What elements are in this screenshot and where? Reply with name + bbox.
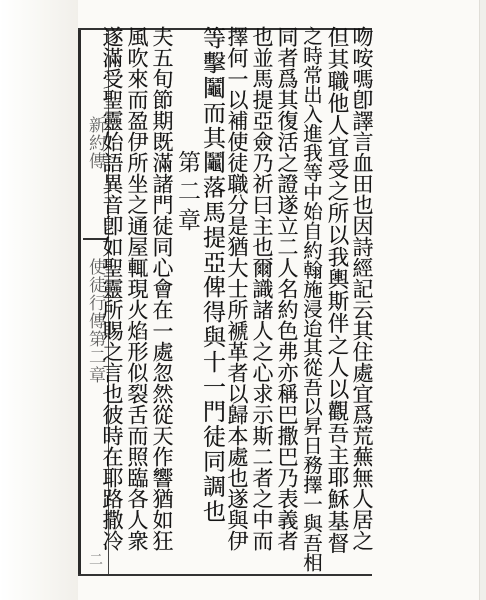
page-edge [479, 0, 486, 600]
gutter-chapter-title: 使徒行傳第二章 [85, 258, 105, 384]
text-column-4: 同者爲其復活之證遂立二人名約色弗亦稱巴撒巴乃表義者 [275, 26, 299, 551]
frame-border-bottom [78, 574, 372, 576]
chapter-heading: 第二章 [174, 150, 200, 237]
text-column-3: 之時常出入進我等中始自約翰施浸迨其從吾以昇日務擇一與吾相 [300, 26, 323, 572]
text-column-6: 擇何一以補使徒職分是猶大士所褫革者以歸本處也遂與伊 [225, 26, 249, 551]
text-column-8: 夫五旬節期既滿諸門徒同心會在一處忽然從天作響猶如狂 [150, 26, 174, 551]
text-column-10: 遂滿受聖靈始語異音卽如聖靈所賜之言也彼時在耶路撒冷 [100, 26, 124, 551]
text-column-2: 但其職他人宜受之所以我輿斯伴之人以觀吾主耶穌基督 [324, 26, 349, 554]
text-column-1: 吻咹嗎卽譯言血田也因詩經記云其住處宜爲荒蕪無人居之 [350, 26, 374, 551]
text-column-9: 風吹來而盈伊所坐之通屋輒現火焰形似裂舌而照臨各人衆 [125, 26, 149, 551]
left-margin-shadow [0, 0, 78, 600]
gutter-leaf-number: 二 [87, 552, 103, 567]
gutter-book-title: 新約傳 [85, 116, 105, 170]
text-column-5: 也並馬提亞僉乃祈曰主也爾識諸人之心求示斯二者之中而 [250, 26, 274, 551]
text-column-7: 等擊鬮而其鬮落馬提亞俾得與十一門徒同調也 [199, 26, 225, 524]
